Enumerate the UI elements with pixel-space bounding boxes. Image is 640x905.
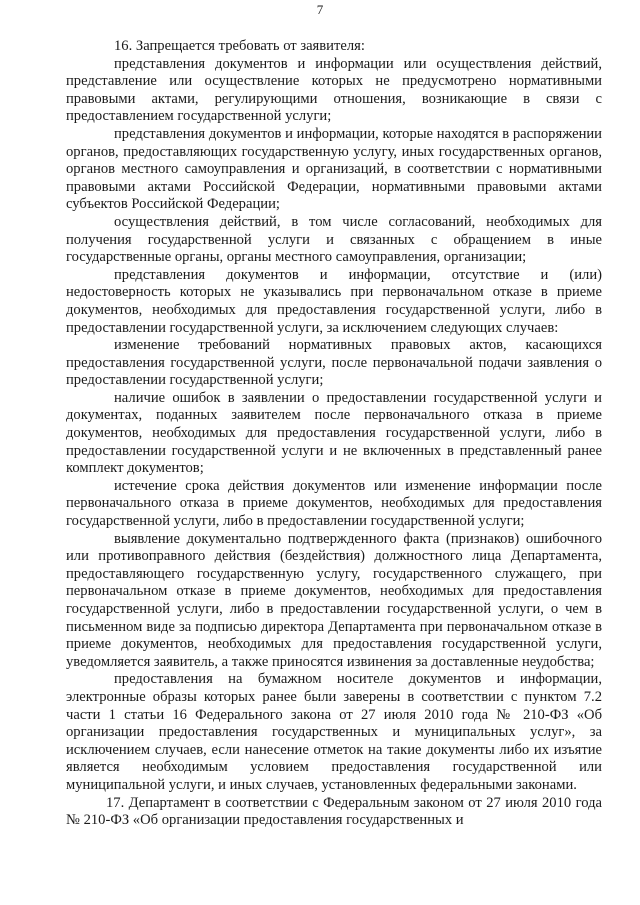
clause-17-paragraph: 17. Департамент в соответствии с Федеральным законом от 27 июля 2010 года № 210-ФЗ «Об организации предоставления государственных и xyxy=(66,794,602,829)
paragraph: представления документов и информации или осуществления действий, представление или осуществление которых не предусмотрено нормативными правовыми актами, регулирующими отношения, возникающие в связи с предоставлением государственной услуги; xyxy=(66,55,602,125)
paragraph: истечение срока действия документов или изменение информации после первоначального отказа в приеме документов, необходимых для предоставления государственной услуги, либо в предоставлении государственной услуги; xyxy=(66,477,602,530)
paragraph: предоставления на бумажном носителе документов и информации, электронные образы которых ранее были заверены в соответствии с пунктом 7.2 части 1 статьи 16 Федерального закона от 27 июля 2010 года № 210-ФЗ «Об организации предоставления государственных и муниципальных услуг», за исключением случаев, если нанесение отметок на такие документы либо их изъятие является необходимым условием предоставления государственной или муниципальной услуги, и иных случаев, установленных федеральными законами. xyxy=(66,671,602,793)
document-body xyxy=(66,38,602,830)
page-number: 7 xyxy=(316,2,324,17)
paragraph: представления документов и информации, которые находятся в распоряжении органов, предоставляющих государственную услугу, иных государственных органов, органов местного самоуправления и организаций, в соответствии с нормативными правовыми актами Российской Федерации, нормативными правовыми актами субъектов Российской Федерации; xyxy=(66,125,602,213)
clause-16-heading: 16. Запрещается требовать от заявителя: xyxy=(114,38,365,54)
paragraph: наличие ошибок в заявлении о предоставлении государственной услуги и документах, поданных заявителем после первоначального отказа в приеме документов, необходимых для предоставления государственной услуги, либо в предоставлении государственной услуги и не включенных в представленный ранее комплект документов; xyxy=(66,389,602,477)
paragraph: представления документов и информации, отсутствие и (или) недостоверность которых не указывались при первоначальном отказе в приеме документов, необходимых для предоставления государственной услуги, либо в предоставлении государственной услуги, за исключением следующих случаев: xyxy=(66,266,602,336)
paragraph: осуществления действий, в том числе согласований, необходимых для получения государственной услуги и связанных с обращением в иные государственные органы, органы местного самоуправления, организации; xyxy=(66,213,602,266)
paragraph: выявление документально подтвержденного факта (признаков) ошибочного или противоправного действия (бездействия) должностного лица Департамента, предоставляющего государственную услугу, государственного служащего, при первоначальном отказе в приеме документов, необходимых для предоставления государственной услуги, либо в предоставлении государственной услуги, о чем в письменном виде за подписью директора Департамента при первоначальном отказе в приеме документов, необходимых для предоставления государственной услуги, уведомляется заявитель, а также приносятся извинения за доставленные неудобства; xyxy=(66,530,602,670)
paragraph: изменение требований нормативных правовых актов, касающихся предоставления государственной услуги, после первоначальной подачи заявления о предоставлении государственной услуги; xyxy=(66,337,602,389)
